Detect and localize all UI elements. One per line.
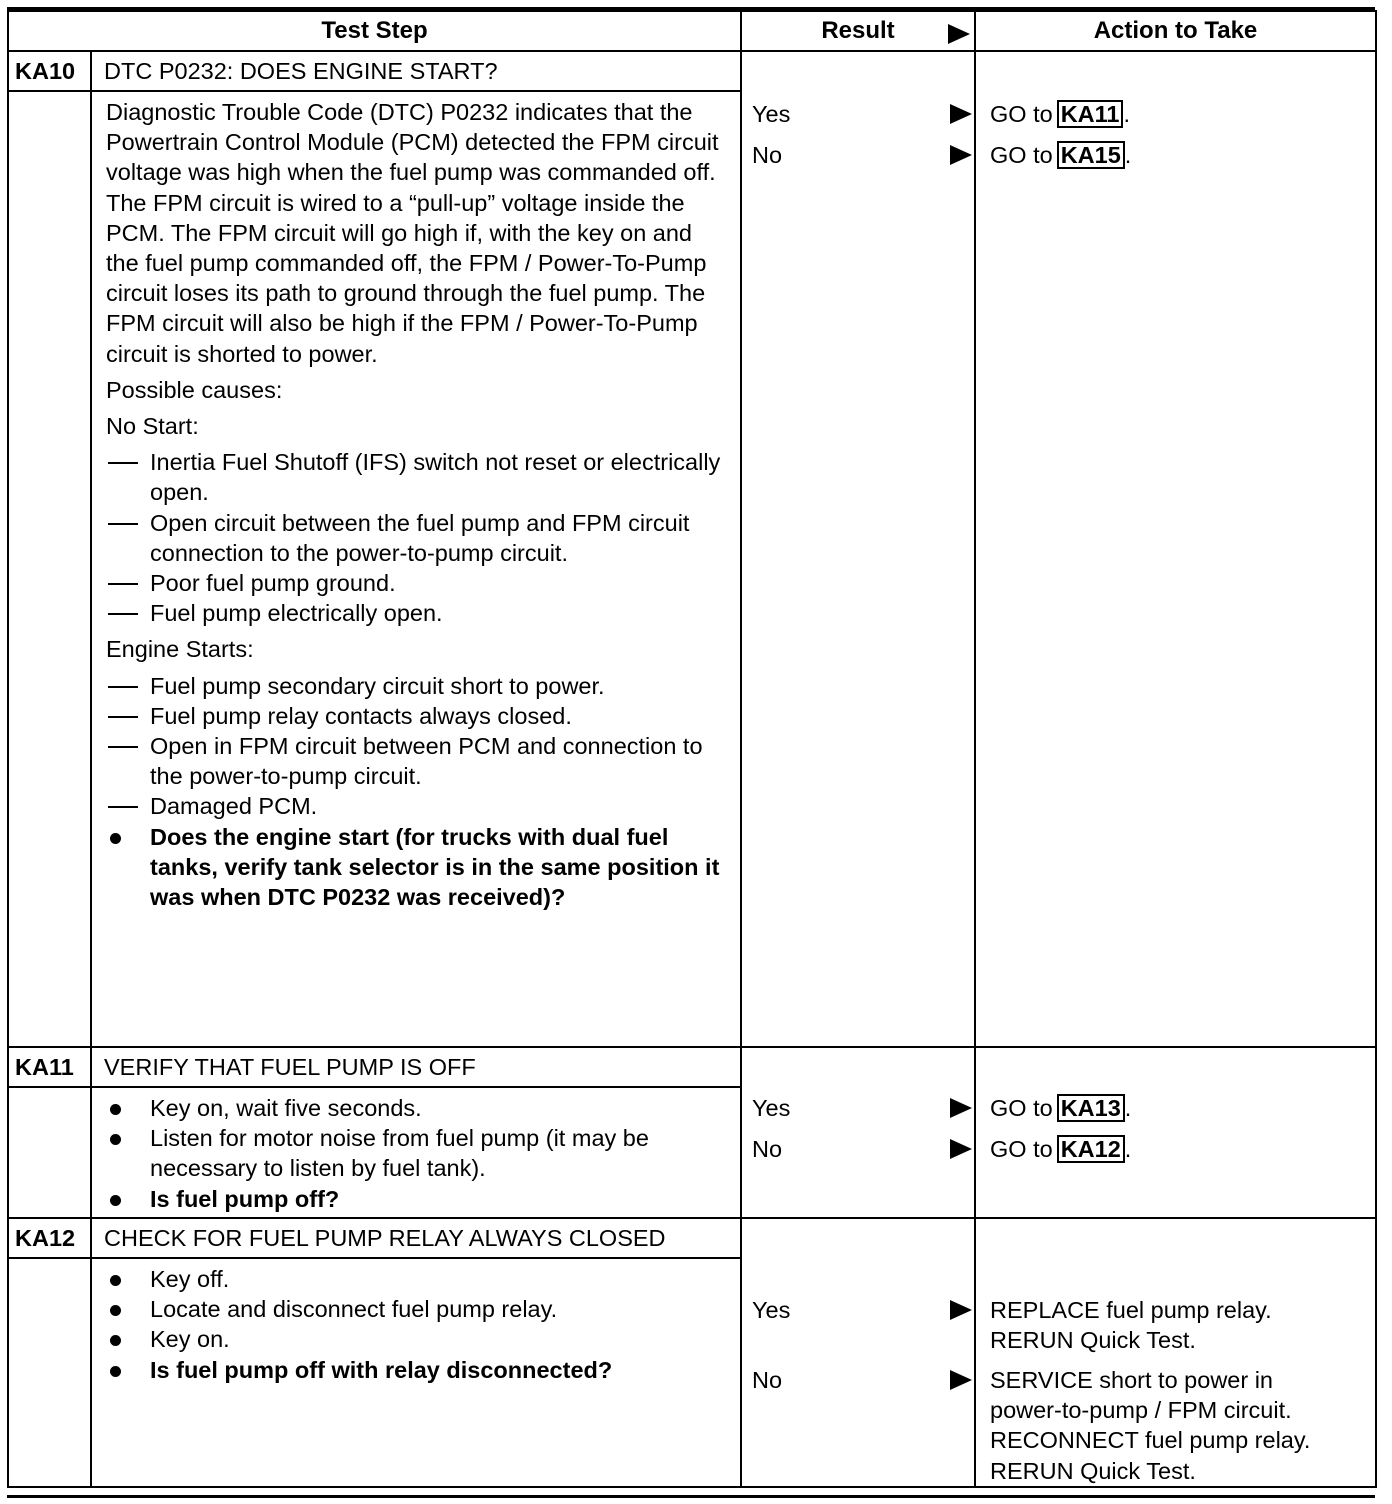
action-no bbox=[990, 140, 1365, 181]
arrow-right-icon bbox=[950, 104, 972, 124]
result-no bbox=[752, 1365, 974, 1406]
list-item: Damaged PCM. bbox=[150, 793, 318, 820]
action-line: SERVICE short to power in bbox=[990, 1367, 1273, 1393]
result-label: No bbox=[752, 1367, 783, 1393]
action-text: GO to bbox=[990, 142, 1053, 168]
step-title: VERIFY THAT FUEL PUMP IS OFF bbox=[91, 1047, 741, 1087]
question-item: Does the engine start (for trucks with dual fuel tanks, verify tank selector is in the same position it was when DTC P0232 was received)? bbox=[150, 823, 720, 911]
result-no bbox=[752, 140, 974, 181]
step-title: CHECK FOR FUEL PUMP RELAY ALWAYS CLOSED bbox=[91, 1218, 741, 1258]
result-label: No bbox=[752, 142, 783, 168]
header-result bbox=[741, 11, 975, 51]
action-suffix: . bbox=[1123, 101, 1131, 127]
action-cell bbox=[975, 1218, 1376, 1487]
no-start-list bbox=[106, 447, 728, 628]
action-yes bbox=[990, 1295, 1365, 1365]
list-item: Fuel pump secondary circuit short to power. bbox=[150, 672, 605, 699]
arrow-right-icon bbox=[950, 145, 972, 165]
possible-causes-label: Possible causes: bbox=[106, 376, 283, 403]
step-description: Diagnostic Trouble Code (DTC) P0232 indicates that the Powertrain Control Module (PCM) detected the FPM circuit voltage was high when the fuel pump was commanded off. The FPM circuit is wired to a “pull-up” voltage inside the PCM. The FPM circuit will go high if, with the key on and the fuel pump commanded off, the FPM / Power-To-Pump circuit loses its path to ground through the fuel pump. The FPM circuit will also be high if the FPM / Power-To-Pump circuit is shorted to power. bbox=[106, 99, 719, 367]
result-yes bbox=[752, 1295, 974, 1365]
list-item: Key on, wait five seconds. bbox=[150, 1095, 422, 1121]
action-line: REPLACE fuel pump relay. bbox=[990, 1297, 1272, 1323]
header-action: Action to Take bbox=[975, 11, 1376, 51]
action-text: GO to bbox=[990, 101, 1053, 127]
result-label: Yes bbox=[752, 1095, 791, 1121]
result-cell bbox=[741, 1218, 975, 1487]
engine-starts-list bbox=[106, 671, 728, 913]
result-label: Yes bbox=[752, 1297, 791, 1323]
diagnostic-table bbox=[7, 10, 1377, 1488]
step-ka11-title-row bbox=[8, 1047, 1376, 1087]
blank-cell bbox=[8, 1087, 91, 1218]
question-item: Is fuel pump off with relay disconnected? bbox=[150, 1356, 613, 1383]
question-item: Is fuel pump off? bbox=[150, 1185, 340, 1212]
action-line: RERUN Quick Test. bbox=[990, 1457, 1196, 1484]
arrow-right-icon bbox=[950, 1300, 972, 1320]
step-list bbox=[106, 1264, 728, 1385]
diagnostic-table-page bbox=[7, 7, 1375, 1498]
blank-cell bbox=[8, 91, 91, 1047]
step-ka12-title-row bbox=[8, 1218, 1376, 1258]
result-no bbox=[752, 1134, 974, 1175]
list-item: Key off. bbox=[150, 1266, 230, 1292]
action-line: RECONNECT fuel pump relay. bbox=[990, 1427, 1311, 1454]
action-yes bbox=[990, 1093, 1365, 1134]
result-cell bbox=[741, 51, 975, 1047]
action-yes bbox=[990, 99, 1365, 140]
action-suffix: . bbox=[1124, 1095, 1132, 1121]
action-no bbox=[990, 1365, 1365, 1486]
arrow-right-icon bbox=[950, 1098, 972, 1118]
goto-ka12-link[interactable]: KA12 bbox=[1057, 1135, 1125, 1163]
step-code: KA10 bbox=[8, 51, 91, 91]
list-item: Fuel pump electrically open. bbox=[150, 600, 443, 627]
result-yes bbox=[752, 1093, 974, 1134]
list-item: Key on. bbox=[150, 1326, 230, 1353]
action-suffix: . bbox=[1124, 142, 1132, 168]
goto-ka15-link[interactable]: KA15 bbox=[1057, 141, 1125, 169]
list-item: Poor fuel pump ground. bbox=[150, 570, 396, 597]
goto-ka11-link[interactable]: KA11 bbox=[1057, 100, 1124, 128]
result-cell bbox=[741, 1047, 975, 1218]
step-body bbox=[91, 91, 741, 1047]
header-test-step: Test Step bbox=[8, 11, 741, 51]
action-text: GO to bbox=[990, 1136, 1053, 1162]
list-item: Inertia Fuel Shutoff (IFS) switch not reset or electrically open. bbox=[150, 449, 721, 506]
step-list bbox=[106, 1093, 728, 1214]
arrow-right-icon bbox=[948, 18, 970, 48]
step-code: KA12 bbox=[8, 1218, 91, 1258]
header-result-label: Result bbox=[821, 16, 895, 44]
action-suffix: . bbox=[1124, 1136, 1132, 1162]
step-title: DTC P0232: DOES ENGINE START? bbox=[91, 51, 741, 91]
step-body bbox=[91, 1258, 741, 1487]
arrow-right-icon bbox=[950, 1370, 972, 1390]
step-code: KA11 bbox=[8, 1047, 91, 1087]
list-item: Open circuit between the fuel pump and FPM circuit connection to the power-to-pump circuit. bbox=[150, 509, 690, 566]
arrow-right-icon bbox=[950, 1139, 972, 1159]
blank-cell bbox=[8, 1258, 91, 1487]
action-line: power-to-pump / FPM circuit. bbox=[990, 1397, 1292, 1424]
result-label: Yes bbox=[752, 101, 791, 127]
list-item: Open in FPM circuit between PCM and connection to the power-to-pump circuit. bbox=[150, 733, 703, 790]
action-cell bbox=[975, 51, 1376, 1047]
result-yes bbox=[752, 99, 974, 140]
action-no bbox=[990, 1134, 1365, 1175]
action-text: GO to bbox=[990, 1095, 1053, 1121]
list-item: Locate and disconnect fuel pump relay. bbox=[150, 1296, 558, 1323]
step-ka10-title-row bbox=[8, 51, 1376, 91]
result-label: No bbox=[752, 1136, 783, 1162]
no-start-label: No Start: bbox=[106, 413, 199, 440]
action-cell bbox=[975, 1047, 1376, 1218]
list-item: Fuel pump relay contacts always closed. bbox=[150, 702, 572, 729]
action-line: RERUN Quick Test. bbox=[990, 1327, 1196, 1354]
goto-ka13-link[interactable]: KA13 bbox=[1057, 1094, 1125, 1122]
step-body bbox=[91, 1087, 741, 1218]
engine-starts-label: Engine Starts: bbox=[106, 636, 254, 663]
header-row bbox=[8, 11, 1376, 51]
list-item: Listen for motor noise from fuel pump (it may be necessary to listen by fuel tank). bbox=[150, 1125, 649, 1182]
